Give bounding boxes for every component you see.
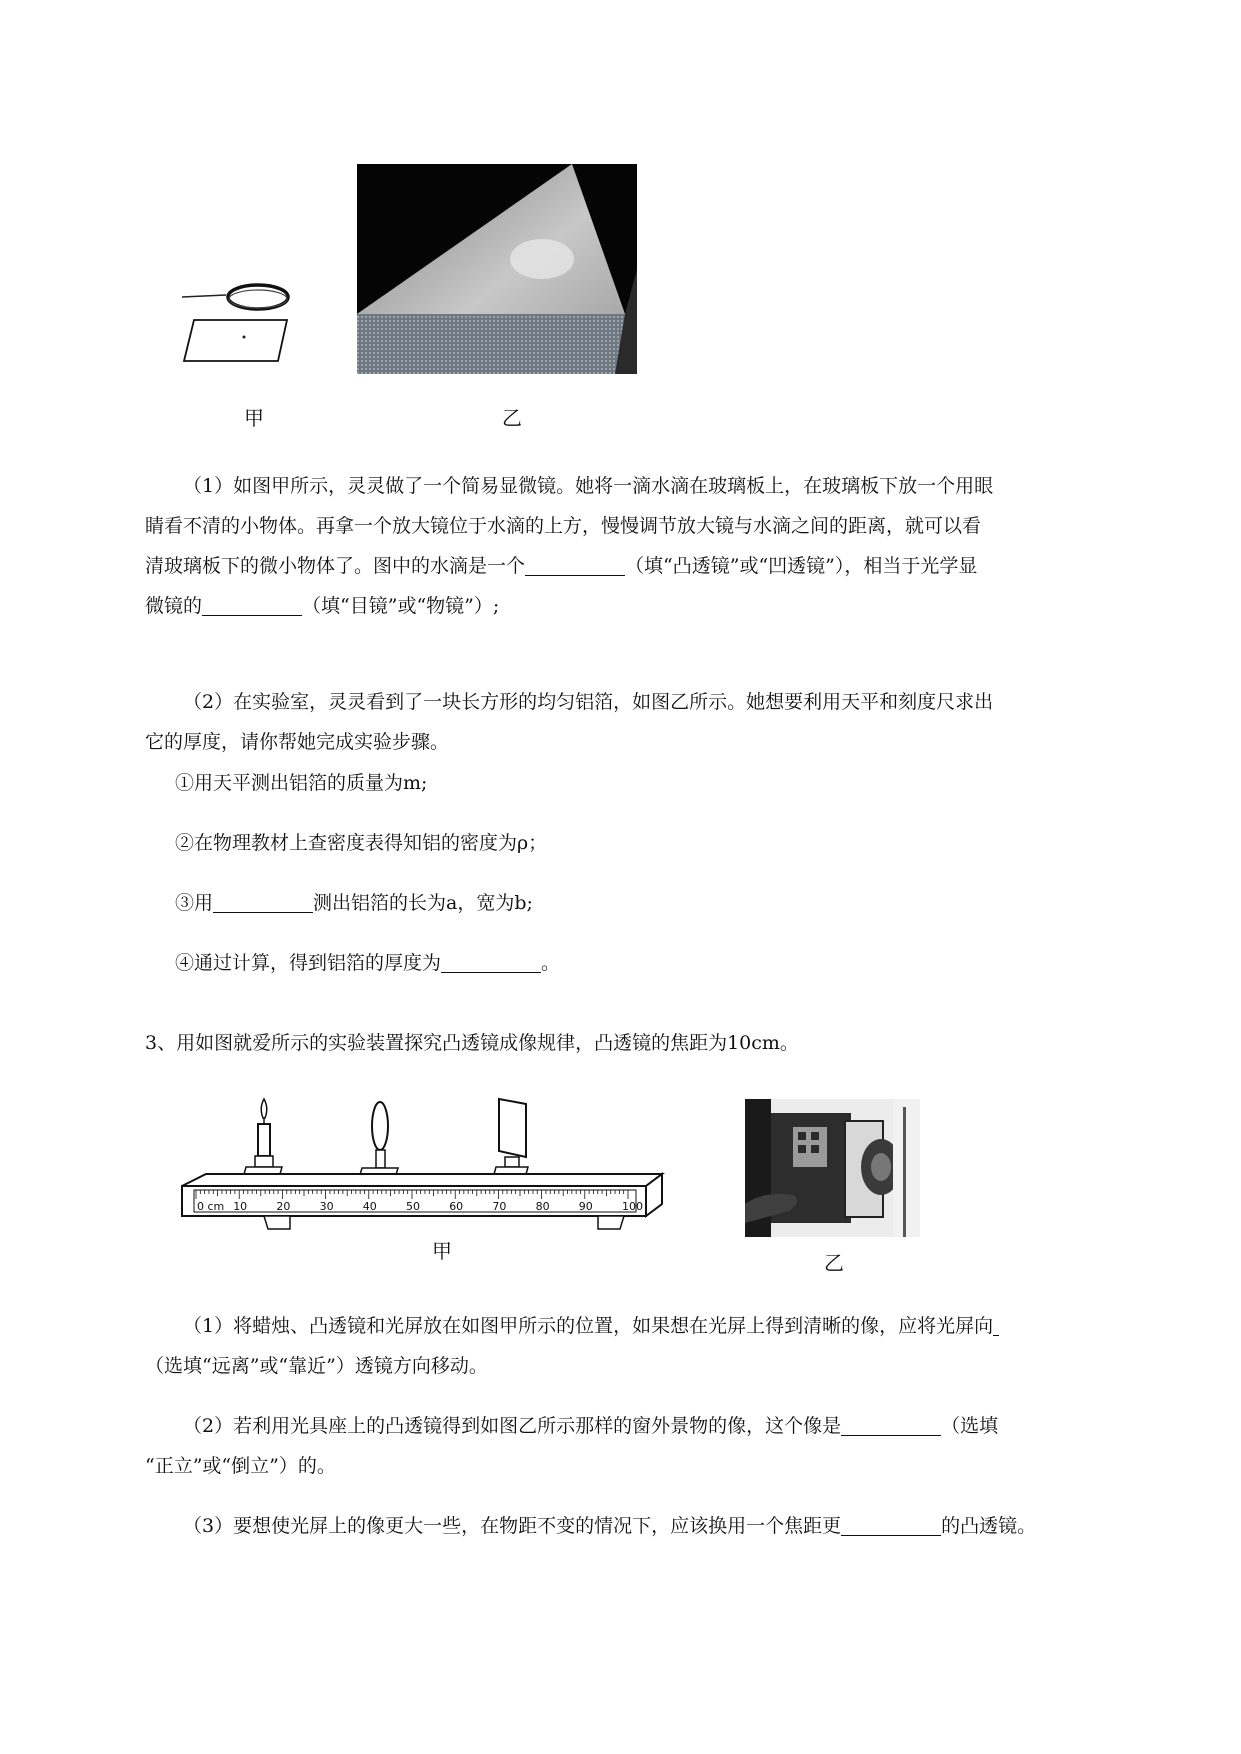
q3-part2-line2: “正立”或“倒立”）的。 [145,1455,336,1477]
q2-part2-paragraph [145,682,1155,762]
ruler-tick-label: 30 [319,1200,334,1213]
ruler-tick-label: 90 [578,1200,593,1213]
light-screen-icon [493,1099,528,1178]
figure-optical-bench [176,1094,676,1274]
q3-part2-paragraph [145,1406,1155,1486]
q3-part3-line1a: （3）要想使光屏上的像更大一些，在物距不变的情况下，应该换用一个焦距更 [183,1515,842,1537]
ruler-tick-label: 60 [449,1200,464,1213]
ruler-tick-label: 70 [492,1200,507,1213]
figure1-label-yi: 乙 [502,406,522,430]
figure-window-image-photo [745,1099,920,1237]
q3-part1-line1-text: （1）将蜡烛、凸透镜和光屏放在如图甲所示的位置，如果想在光屏上得到清晰的像，应将光屏向 [183,1315,994,1337]
candle-icon [243,1099,282,1178]
q3-part3-paragraph [145,1506,1155,1546]
answer-blank-focal-length[interactable] [841,1513,941,1536]
ruler-tick-label: 0 cm [197,1200,225,1213]
ruler-tick-label: 100 [622,1200,643,1213]
q2-part2-line1: （2）在实验室，灵灵看到了一块长方形的均匀铝箔，如图乙所示。她想要利用天平和刻度尺求出 [183,691,994,713]
figure-magnifier-glass [180,275,300,365]
answer-blank-measuring-tool[interactable] [213,890,313,913]
answer-blank-thickness[interactable] [441,950,541,973]
ruler-tick-label: 80 [535,1200,550,1213]
q2-part1-line3a: 清玻璃板下的微小物体了。图中的水滴是一个 [145,555,526,577]
q3-part1-line1 [145,1306,1155,1346]
q2-part1-line3b: （填“凸透镜”或“凹透镜”），相当于光学显 [625,555,978,577]
step-4-text-b: 。 [541,952,561,974]
q2-part1-line2: 睛看不清的小物体。再拿一个放大镜位于水滴的上方，慢慢调节放大镜与水滴之间的距离，就可以看 [145,515,982,537]
step-4-text-a: ④通过计算，得到铝箔的厚度为 [175,952,442,974]
ruler-tick-label: 50 [406,1200,420,1213]
q2-part2-line2: 它的厚度，请你帮她完成实验步骤。 [145,731,450,753]
step-3 [175,888,533,915]
figure1-label-jia: 甲 [244,406,264,430]
ruler-tick-label: 10 [233,1200,248,1213]
q3-part1-line2: （选填“远离”或“靠近”）透镜方向移动。 [145,1355,488,1377]
answer-blank-microscope-part[interactable] [202,593,302,616]
step-1: ①用天平测出铝箔的质量为m; [175,772,428,794]
answer-blank-image-orientation[interactable] [841,1413,941,1436]
q2-part1-line4a: 微镜的 [145,595,203,617]
q3-part2-line1a: （2）若利用光具座上的凸透镜得到如图乙所示那样的窗外景物的像，这个像是 [183,1415,842,1437]
step-4 [175,948,560,975]
step-3-text-a: ③用 [175,892,214,914]
answer-blank-screen-direction[interactable] [993,1313,999,1336]
ruler-tick-label: 40 [362,1200,377,1213]
ruler-tick-label: 20 [276,1200,291,1213]
q3-part1-paragraph [145,1306,1155,1386]
q3-title: 3、用如图就爱所示的实验装置探究凸透镜成像规律，凸透镜的焦距为10cm。 [145,1032,799,1054]
figure2-label-jia: 甲 [432,1239,452,1263]
q2-part1-line4b: （填“目镜”或“物镜”）; [302,595,500,617]
q3-part3-line1b: 的凸透镜。 [941,1515,1037,1537]
step-2: ②在物理教材上查密度表得知铝的密度为ρ； [175,832,548,854]
q2-part1-line1: （1）如图甲所示，灵灵做了一个简易显微镜。她将一滴水滴在玻璃板上，在玻璃板下放一个用眼 [183,475,994,497]
step-3-text-b: 测出铝箔的长为a，宽为b; [313,892,533,914]
figure-aluminium-foil-photo [357,164,637,374]
q3-part2-line1b: （选填 [941,1415,999,1437]
convex-lens-icon [359,1102,398,1178]
answer-blank-water-drop-lens[interactable] [525,553,625,576]
q2-part1-paragraph [145,466,1155,626]
figure2-label-yi: 乙 [824,1251,844,1275]
